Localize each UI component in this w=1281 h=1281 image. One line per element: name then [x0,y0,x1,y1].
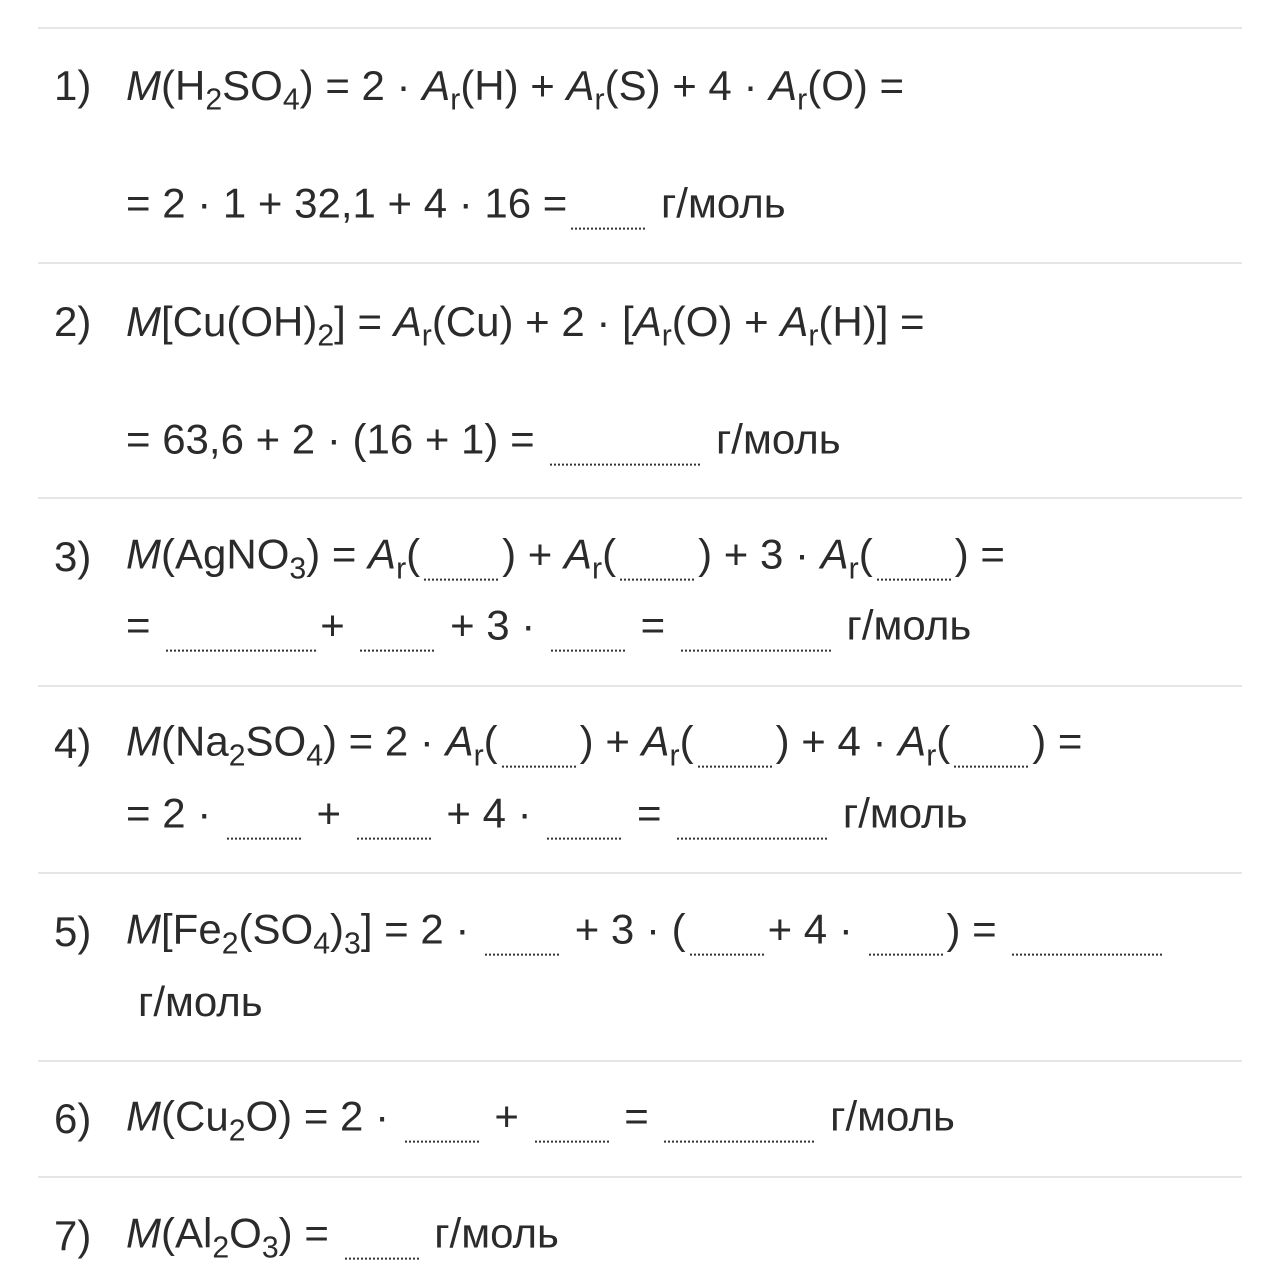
value-blank[interactable] [547,795,621,839]
task-3-number: 3) [54,533,92,580]
element-blank[interactable] [620,536,694,580]
value-blank[interactable] [690,911,764,955]
value-blank[interactable] [360,607,434,651]
task-1-number: 1) [54,62,92,109]
task-5-unit: г/моль [138,978,263,1025]
task-3-formula: M(AgNO$_3$) = $A_r$( ) + $A_r$( ) + $3 \cdot A_r$( ) = [126,530,1005,586]
task-2-calculation: = 63,6 + 2 · (16 + 1) = г/моль [126,419,841,466]
divider [38,1176,1242,1178]
task-5-number: 5) [54,908,92,955]
task-7-number: 7) [54,1212,92,1259]
divider [38,497,1242,499]
answer-blank[interactable] [677,795,827,839]
element-blank[interactable] [877,536,951,580]
value-blank[interactable] [535,1098,609,1142]
divider [38,262,1242,264]
element-blank[interactable] [954,723,1028,767]
task-4-number: 4) [54,720,92,767]
value-blank[interactable] [357,795,431,839]
task-5-formula: $M[Fe_2(SO_4)_3] = 2$ · + 3 · ( + 4 · ) = [126,909,1166,956]
answer-blank[interactable] [1012,911,1162,955]
task-4-formula: $M(Na_2SO_4) = 2 \cdot A_r$( ) + $A_r$( ) + $4 \cdot A_r$( ) = [126,717,1083,773]
task-6-formula: $M(Cu_2O) = 2$ · + = г/моль [126,1092,955,1148]
task-1-calculation: = 2 · 1 + 32,1 + 4 · 16 = г/моль [126,183,786,230]
element-blank[interactable] [424,536,498,580]
task-6-number: 6) [54,1095,92,1142]
answer-blank[interactable] [664,1098,814,1142]
divider [38,27,1242,29]
divider [38,872,1242,874]
task-2-formula: $M[Cu(OH)_2] = A_r(Cu) + 2 \cdot [A_r(O) + A_r(H)]$ = [126,298,925,353]
answer-blank[interactable] [681,607,831,651]
value-blank[interactable] [227,795,301,839]
task-1-formula: $M(H_2SO_4) = 2 \cdot A_r(H) + A_r(S) + 4 \cdot A_r(O)$ = [126,62,905,117]
answer-blank[interactable] [550,421,700,465]
element-blank[interactable] [698,723,772,767]
value-blank[interactable] [166,607,316,651]
answer-blank[interactable] [571,185,645,229]
element-blank[interactable] [502,723,576,767]
task-4-calculation: = 2 · + + 4 · = г/моль [126,793,968,840]
answer-blank[interactable] [345,1215,419,1259]
value-blank[interactable] [405,1098,479,1142]
value-blank[interactable] [551,607,625,651]
task-3-calculation: = + + 3 · = г/моль [126,605,971,652]
task-2-number: 2) [54,298,92,345]
divider [38,1060,1242,1062]
value-blank[interactable] [869,911,943,955]
divider [38,685,1242,687]
value-blank[interactable] [485,911,559,955]
task-7-formula: $M(Al_2O_3)$ = г/моль [126,1209,559,1265]
